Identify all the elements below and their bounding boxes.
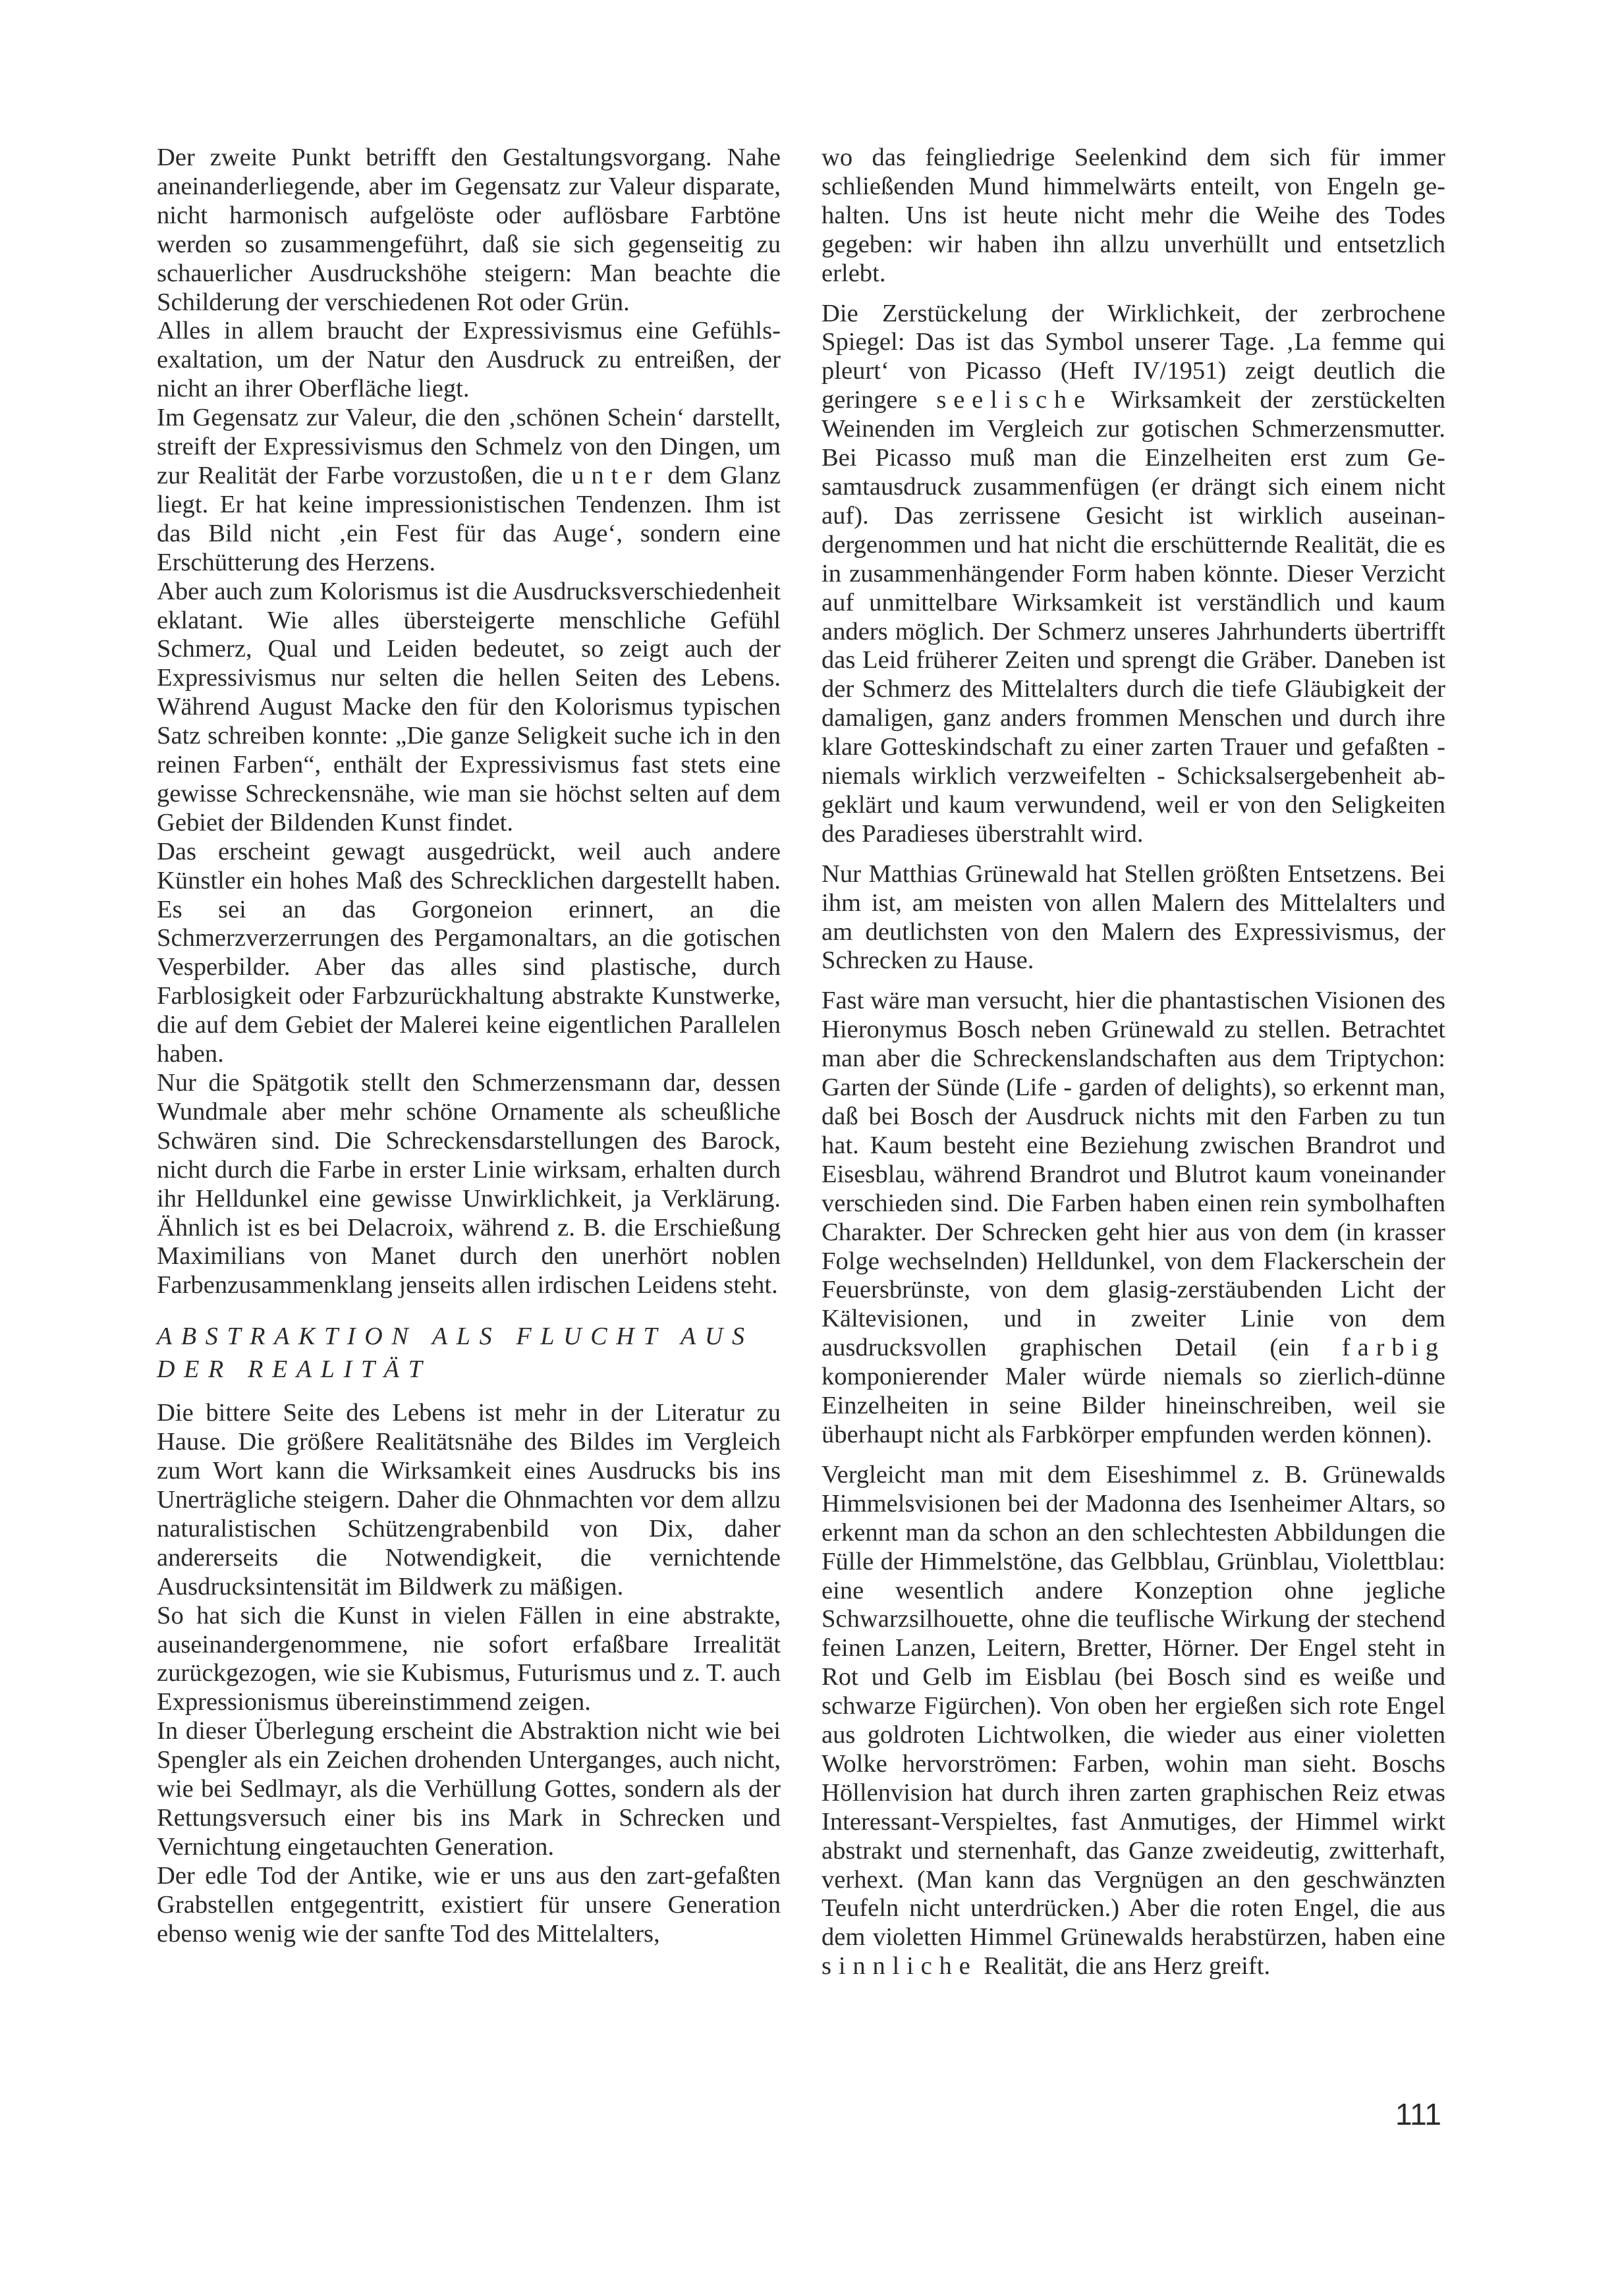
text-span: Fast wäre man versucht, hier die phantastischen Visionen des Hieronymus Bosch neben Grünewald zu stellen. Betrachtet man aber die Schreckenslandschaften aus dem Triptychon: Garten der Sünde (Life - garden of delights), so erkennt man, daß bei Bosch der Ausdruck nichts mit den Farben zu tun hat. Kaum besteht eine Beziehung zwischen Brandrot und Eisesblau, während Brandrot und Blutrot kaum voneinander verschieden sind. Die Farben haben einen rein symbolhaften Charakter. Der Schrecken geht hier aus von dem (in krasser Folge wechselnden) Helldunkel, von dem Flackerschein der Feuersbrünste, von dem glasig-zerstäubenden Licht der Kältevisionen, und in zweiter Linie von dem ausdrucksvollen graphischen Detail (ein xyxy=(822,987,1445,1362)
right-text-column xyxy=(822,144,1445,1981)
spaced-emphasis: seelische xyxy=(936,386,1092,414)
paragraph-valeur-schein xyxy=(157,404,781,577)
paragraph-kolorismus: Aber auch zum Kolorismus ist die Ausdrucksverschiedenheit eklatant. Wie alles übersteigerte menschliche Gefühl Schmerz, Qual und Leiden bedeutet, so zeigt auch der Expressivismus nur selten die hellen Seiten des Lebens. Während August Macke den für den Kolorismus typischen Satz schreiben konnte: „Die ganze Seligkeit suche ich in den reinen Farben“, enthält der Expressivismus fast stets eine gewisse Schreckensnähe, wie man sie höchst selten auf dem Gebiet der Bildenden Kunst findet. xyxy=(157,577,781,836)
text-span: Im Gegensatz zur Valeur, die den ‚schönen Schein‘ darstellt, streift der Expressivismus den Schmelz von den Dingen, um zur Realität der Farbe vorzustoßen, die xyxy=(157,404,781,489)
paragraph-seelenkind: wo das feingliedrige Seelenkind dem sich für immer schließenden Mund himmelwärts enteilt, von Engeln gehalten. Uns ist heute nicht mehr die Weihe des Todes gegeben: wir haben ihn allzu unverhüllt und entsetzlich erlebt. xyxy=(822,144,1445,287)
paragraph-ueberlegung: In dieser Überlegung erscheint die Abstraktion nicht wie bei Spengler als ein Zeichen drohenden Unterganges, auch nicht, wie bei Sedlmayr, als die Verhüllung Gottes, sondern als der Rettungsversuch einer bis ins Mark in Schrecken und Vernichtung eingetauchten Generation. xyxy=(157,1717,781,1861)
spaced-emphasis: unter xyxy=(571,461,659,489)
paragraph-spaetgotik: Nur die Spätgotik stellt den Schmerzensmann dar, dessen Wundmale aber mehr schöne Ornamente als scheußliche Schwären sind. Die Schreckensdarstellungen des Barock, nicht durch die Farbe in erster Linie wirksam, erhalten durch ihr Helldunkel eine gewisse Unwirklichkeit, ja Verklärung. Ähnlich ist es bei Delacroix, während z. B. die Erschießung Maximilians von Manet durch den unerhört noblen Farbenzusammenklang jenseits allen irdischen Leidens steht. xyxy=(157,1069,781,1299)
paragraph-abstrakte-irrealitaet: So hat sich die Kunst in vielen Fällen in eine abstrakte, auseinandergenommene, nie sofort erfaßbare Irrealität zurückgezogen, wie sie Kubismus, Futurismus und z. T. auch Expressionismus übereinstimmend zeigen. xyxy=(157,1601,781,1716)
left-text-column xyxy=(157,144,781,1948)
paragraph-edle-tod: Der edle Tod der Antike, wie er uns aus den zart-gefaßten Grabstellen entgegentritt, existiert für unsere Generation ebenso wenig wie der sanfte Tod des Mittelalters, xyxy=(157,1861,781,1948)
paragraph-bosch xyxy=(822,987,1445,1450)
paragraph-gruenewald: Nur Matthias Grünewald hat Stellen größten Entsetzens. Bei ihm ist, am meisten von allen Malern des Mittelalters und am deutlichsten von den Malern des Expressivismus, der Schrecken zu Hause. xyxy=(822,860,1445,975)
text-span: Die Zerstückelung der Wirklichkeit, der zerbrochene Spiegel: Das ist das Symbol unserer Tage. ‚La femme qui pleurt‘ von Picasso (Heft IV/1951) zeigt deutlich die geringere xyxy=(822,299,1445,414)
paragraph-gefuehlsexaltation: Alles in allem braucht der Expressivismus eine Gefühlsexaltation, um der Natur den Ausdruck zu entreißen, der nicht an ihrer Oberfläche liegt. xyxy=(157,317,781,403)
section-heading: ABSTRAKTION ALS FLUCHT AUS DER REALITÄT xyxy=(157,1323,754,1384)
text-span: Realität, die ans Herz greift. xyxy=(977,1952,1271,1981)
text-span: dem Glanz liegt. Er hat keine impressionistischen Tendenzen. Ihm ist das Bild nicht ‚ein Fest für das Auge‘, sondern eine Erschütterung des Herzens. xyxy=(157,461,781,576)
paragraph-schrecklichen: Das erscheint gewagt ausgedrückt, weil auch andere Künstler ein hohes Maß des Schrecklichen dargestellt haben. Es sei an das Gorgoneion erinnert, an die Schmerzverzerrungen des Pergamonaltars, an die gotischen Vesperbilder. Aber das alles sind plastische, durch Farblosigkeit oder Farbzurückhaltung abstrakte Kunstwerke, die auf dem Gebiet der Malerei keine eigentlichen Parallelen haben. xyxy=(157,837,781,1068)
paragraph-bittere-seite: Die bittere Seite des Lebens ist mehr in der Literatur zu Hause. Die größere Realitätsnähe des Bildes im Vergleich zum Wort kann die Wirksamkeit eines Ausdrucks bis ins Unerträgliche steigern. Daher die Ohnmachten vor dem allzu naturalistischen Schützengrabenbild von Dix, daher andererseits die Notwendigkeit, die vernichtende Ausdrucksintensität im Bildwerk zu mäßigen. xyxy=(157,1399,781,1600)
paragraph-gestaltungsvorgang: Der zweite Punkt betrifft den Gestaltungsvorgang. Nahe aneinanderliegende, aber im Gegensatz zur Valeur disparate, nicht harmonisch aufgelöste oder auflösbare Farbtöne werden so zusammengeführt, daß sie sich gegenseitig zu schauerlicher Ausdruckshöhe steigern: Man beachte die Schilderung der verschiedenen Rot oder Grün. xyxy=(157,144,781,316)
paragraph-zerstueckelung xyxy=(822,300,1445,849)
spaced-emphasis: farbig xyxy=(1342,1334,1445,1362)
text-span: Vergleicht man mit dem Eiseshimmel z. B. Grünewalds Himmelsvisionen bei der Madonna des Isenheimer Altars, so erkennt man da schon an den schlechtesten Abbildungen die Fülle der Himmelstöne, das Gelbblau, Grünblau, Violettblau: eine wesentlich andere Konzeption ohne jegliche Schwarzsilhouette, ohne die teuflische Wirkung der stechend feinen Lanzen, Leitern, Bretter, Hörner. Der Engel steht in Rot und Gelb im Eisblau (bei Bosch sind es weiße und schwarze Figürchen). Von oben her ergießen sich rote Engel aus goldroten Lichtwolken, die wieder aus einer violetten Wolke hervorströmen: Farben, wohin man sieht. Boschs Höllenvision hat durch ihren zarten graphischen Reiz etwas Interessant-Verspieltes, fast Anmutiges, der Himmel wirkt abstrakt und sternenhaft, das Ganze zweideutig, zwitterhaft, verhext. (Man kann das Vergnügen an den geschwänzten Teufeln nicht unterdrücken.) Aber die roten Engel, die aus dem violetten Himmel Grünewalds herabstürzen, haben eine xyxy=(822,1460,1445,1952)
page-number: 111 xyxy=(1395,2097,1441,2131)
spaced-emphasis: sinnliche xyxy=(822,1952,978,1981)
paragraph-eiseshimmel xyxy=(822,1461,1445,1981)
text-span: Wirksamkeit der zerstückelten Weinenden im Vergleich zur gotischen Schmerzensmutter. Bei Picasso muß man die Einzelheiten erst zum Gesamtausdruck zusammenfügen (er drängt sich einem nicht auf). Das zerrissene Gesicht ist wirklich auseinandergenommen und hat nicht die erschütternde Realität, die es in zusammenhängender Form haben könnte. Dieser Verzicht auf unmittelbare Wirksamkeit ist verständlich und kaum anders möglich. Der Schmerz unseres Jahrhunderts übertrifft das Leid früherer Zeiten und sprengt die Gräber. Daneben ist der Schmerz des Mittelalters durch die tiefe Gläubigkeit der damaligen, ganz anders frommen Menschen und durch ihre klare Gotteskindschaft zu einer zarten Trauer und gefaßten - niemals wirklich verzweifelten - Schicksalsergebenheit abgeklärt und kaum verwundend, weil er von den Seligkeiten des Paradieses überstrahlt wird. xyxy=(822,386,1445,848)
text-span: komponierender Maler würde niemals so zierlich-dünne Einzelheiten in seine Bilder hineinschreiben, weil sie überhaupt nicht als Farbkörper empfunden werden können). xyxy=(822,1363,1445,1448)
